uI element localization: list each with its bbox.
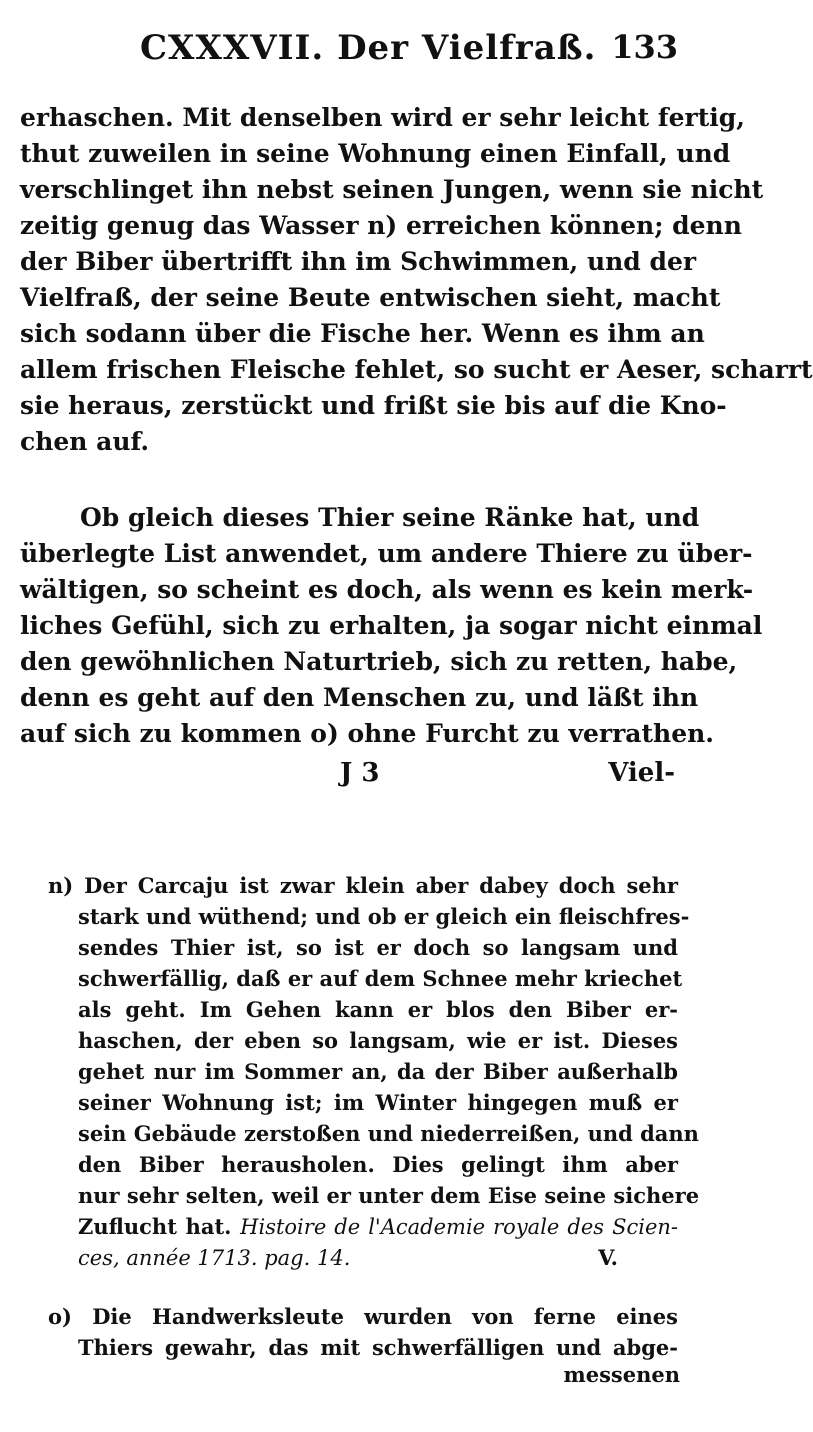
note-line [48,1211,678,1242]
note-line: schwerfällig, daß er auf dem Schnee mehr kriechet [78,966,683,991]
note-line: stark und wüthend; und ob er gleich ein fleischfres- [78,904,690,929]
text-line: wältigen, so scheint es doch, als wenn es kein merk- [20,575,754,604]
note-mark: V. [598,1245,618,1270]
text-line: denn es geht auf den Menschen zu, und läßt ihn [20,683,699,712]
note-line: als geht. Im Gehen kann er blos den Biber er- [78,997,678,1022]
paragraph-2 [20,500,763,752]
signature-mark: J 3 [340,758,380,788]
note-line: sendes Thier ist, so ist er doch so langsam und [78,935,678,960]
note-line: nur sehr selten, weil er unter dem Eise seine sichere [78,1183,700,1208]
text-line: der Biber übertrifft ihn im Schwimmen, und der [20,247,697,276]
note-line: seiner Wohnung ist; im Winter hingegen muß er [78,1090,678,1115]
signature-row [20,758,675,798]
note-line: Thiers gewahr, das mit schwerfälligen und abge- [78,1335,678,1360]
main-text [20,100,813,798]
footnote-catchword: messenen [563,1362,680,1387]
text-line: sie heraus, zerstückt und frißt sie bis auf die Kno- [20,391,727,420]
note-line: n) Der Carcaju ist zwar klein aber dabey doch sehr [48,873,678,898]
text-line: zeitig genug das Wasser n) erreichen können; denn [20,211,742,240]
text-line: erhaschen. Mit denselben wird er sehr leicht fertig, [20,103,745,132]
text-line: chen auf. [20,427,150,456]
note-line: den Biber herausholen. Dies gelingt ihm aber [78,1152,678,1177]
footnote-o [48,1301,678,1363]
text-line: liches Gefühl, sich zu erhalten, ja sogar nicht einmal [20,611,763,640]
latin-citation: Histoire de l'Academie royale des Scien- [240,1215,679,1239]
text-line: auf sich zu kommen o) ohne Furcht zu verrathen. [20,719,714,748]
note-line: haschen, der eben so langsam, wie er ist. Dieses [78,1028,678,1053]
text-line: den gewöhnlichen Naturtrieb, sich zu retten, habe, [20,647,738,676]
text-line: überlegte List anwendet, um andere Thiere zu über- [20,539,753,568]
running-header [22,28,678,72]
note-line: o) Die Handwerksleute wurden von ferne eines [48,1304,678,1329]
text-line: thut zuweilen in seine Wohnung einen Einfall, und [20,139,731,168]
note-line: sein Gebäude zerstoßen und niederreißen, und dann [78,1121,699,1146]
paragraph-1 [20,100,813,460]
note-text: Zuflucht hat. [78,1214,232,1239]
footnote-n [48,870,700,1273]
text-line: Ob gleich dieses Thier seine Ränke hat, und [80,503,700,532]
note-line [48,1242,678,1273]
text-line: verschlinget ihn nebst seinen Jungen, wenn sie nicht [20,175,764,204]
footnotes [48,870,700,1363]
latin-citation-end: ces, année 1713. pag. 14. [78,1246,351,1270]
chapter-title: CXXXVII. Der Vielfraß. [140,28,597,68]
text-line: sich sodann über die Fische her. Wenn es ihm an [20,319,705,348]
page-number: 133 [611,28,678,66]
text-line: Vielfraß, der seine Beute entwischen sieht, macht [20,283,721,312]
text-line: allem frischen Fleische fehlet, so sucht er Aeser, scharrt [20,355,813,384]
note-line: gehet nur im Sommer an, da der Biber außerhalb [78,1059,678,1084]
catchword: Viel- [608,758,675,788]
